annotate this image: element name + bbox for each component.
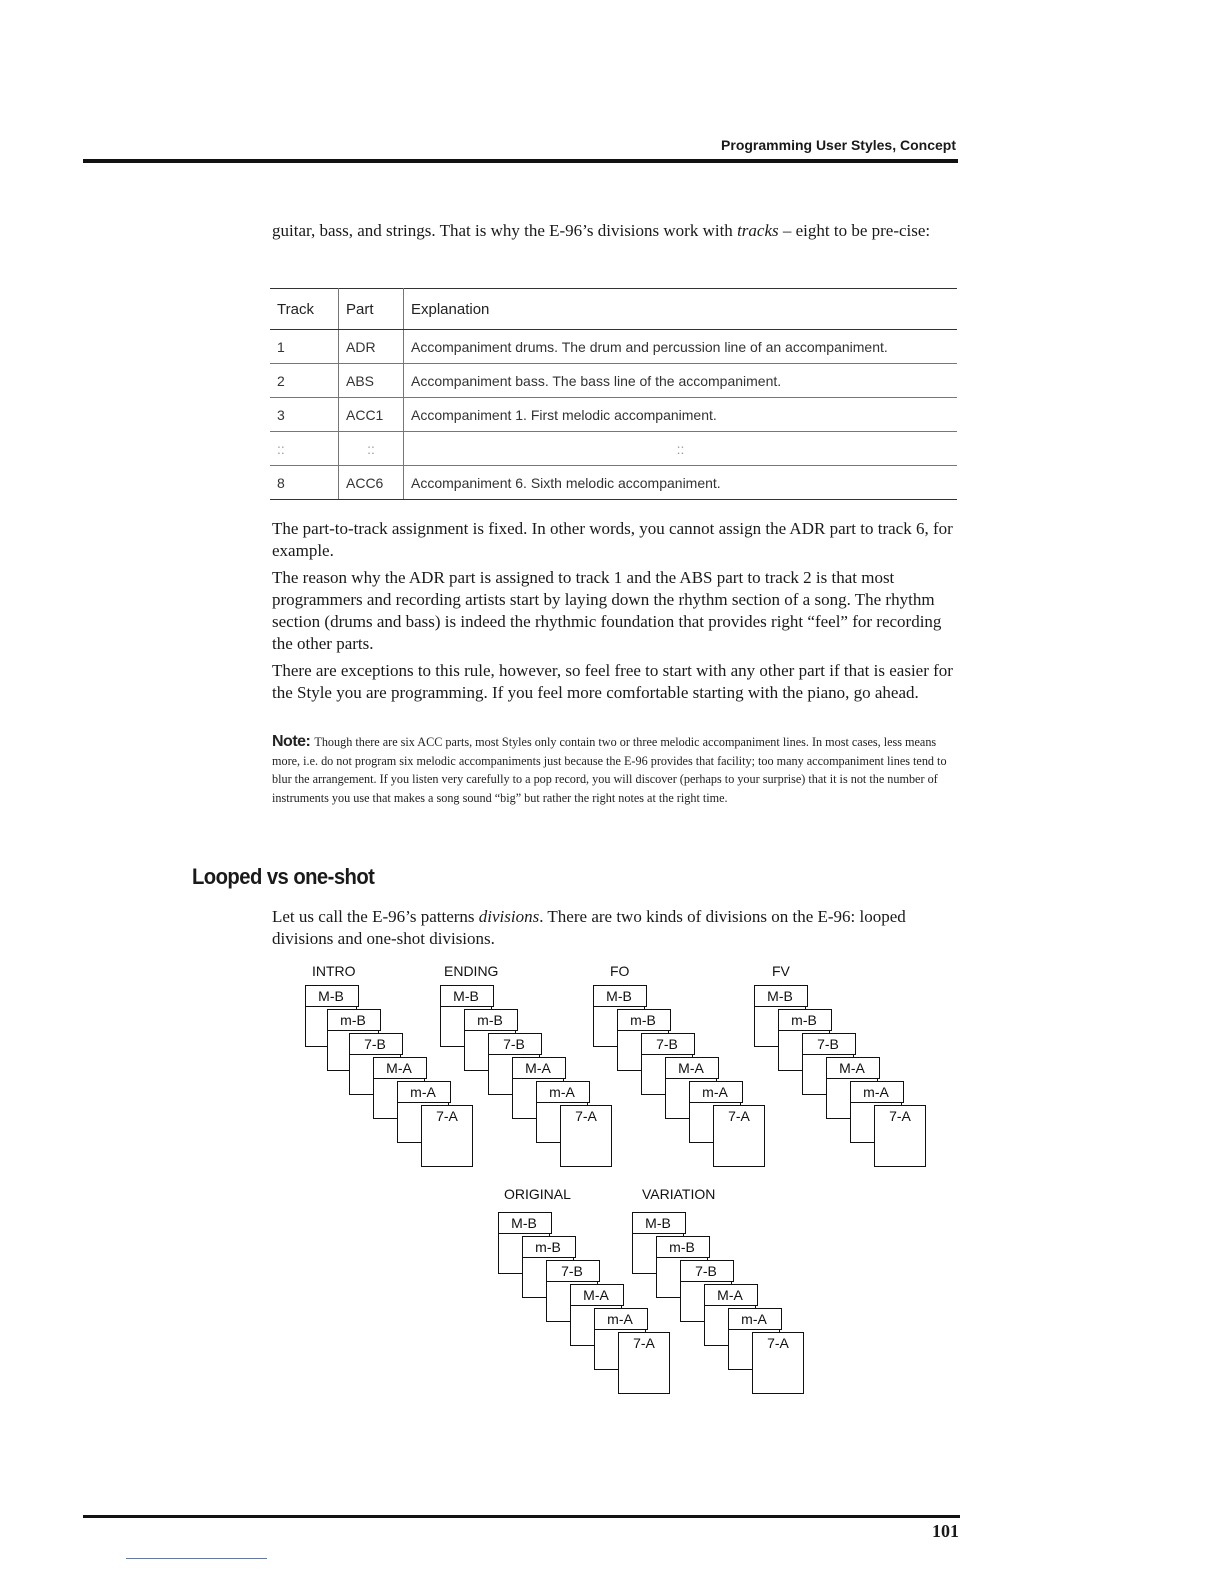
- cell-part: ABS: [339, 364, 404, 398]
- intro-paragraph: guitar, bass, and strings. That is why the E-96’s divisions work with tracks – eight to be pre-cise:: [272, 221, 931, 240]
- division-card: M-B: [754, 985, 806, 1047]
- division-card: M-A: [826, 1057, 878, 1119]
- division-card: m-B: [464, 1009, 516, 1071]
- division-card: 7-B: [802, 1033, 854, 1095]
- division-card: M-A: [665, 1057, 717, 1119]
- division-card: M-B: [305, 985, 357, 1047]
- division-card: m-A: [728, 1308, 780, 1370]
- footer-rule: [83, 1515, 960, 1518]
- header-rule: [83, 159, 958, 163]
- cell-explanation: Accompaniment 1. First melodic accompaniment.: [404, 398, 958, 432]
- division-card: m-A: [689, 1081, 741, 1143]
- cell-track: ::: [270, 432, 339, 466]
- label-fo: FO: [610, 963, 630, 979]
- division-card: 7-A: [618, 1332, 670, 1394]
- table-row: [270, 398, 957, 432]
- division-card: 7-B: [349, 1033, 401, 1095]
- division-card: 7-A: [874, 1105, 926, 1167]
- division-card: M-B: [632, 1212, 684, 1274]
- column-header-track: Track: [270, 289, 339, 330]
- page-number: 101: [932, 1521, 959, 1541]
- cell-part: ADR: [339, 330, 404, 364]
- division-card: m-A: [536, 1081, 588, 1143]
- section-heading: Looped vs one-shot: [192, 864, 375, 889]
- table-row: [270, 364, 957, 398]
- division-card: M-A: [373, 1057, 425, 1119]
- cell-explanation: Accompaniment 6. Sixth melodic accompaniment.: [404, 466, 958, 500]
- section-intro-paragraph: Let us call the E-96’s patterns divisions. There are two kinds of divisions on the E-96: looped divisions and one-shot divisions.: [272, 907, 906, 948]
- label-intro: INTRO: [312, 963, 356, 979]
- label-variation: VARIATION: [642, 1186, 716, 1202]
- division-card: 7-B: [680, 1260, 732, 1322]
- paragraph-fixed-assignment: The part-to-track assignment is fixed. In other words, you cannot assign the ADR part to track 6, for example.: [272, 519, 953, 560]
- division-card: m-B: [617, 1009, 669, 1071]
- track-part-table: [270, 288, 957, 500]
- division-card: 7-A: [752, 1332, 804, 1394]
- column-header-explanation: Explanation: [404, 289, 958, 330]
- division-card: m-B: [656, 1236, 708, 1298]
- division-card: 7-A: [713, 1105, 765, 1167]
- cell-explanation: Accompaniment bass. The bass line of the accompaniment.: [404, 364, 958, 398]
- cell-part: ACC6: [339, 466, 404, 500]
- scan-artifact-line: [126, 1558, 267, 1559]
- paragraph-rhythm-section: The reason why the ADR part is assigned to track 1 and the ABS part to track 2 is that most programmers and recording artists start by laying down the rhythm section of a song. The rhythm section (drums and bass) is indeed the rhythmic foundation that provides right “feel” for recording the other parts.: [272, 568, 942, 653]
- note-label: Note:: [272, 733, 311, 750]
- table-row: [270, 330, 957, 364]
- note-text: Though there are six ACC parts, most Styles only contain two or three melodic accompaniment lines. In most cases, less means more, i.e. do not program six melodic accompaniments just because the E-96 provides that facility; too many accompaniment lines tend to blur the arrangement. If you listen very carefully to a pop record, you will discover (perhaps to your surprise) that it is not the number of instruments you use that makes a song sound “big” but rather the right notes at the right time.: [272, 735, 947, 805]
- table-header-row: [270, 289, 957, 330]
- division-card: M-B: [440, 985, 492, 1047]
- label-ending: ENDING: [444, 963, 499, 979]
- division-card: m-A: [850, 1081, 902, 1143]
- division-card: m-A: [397, 1081, 449, 1143]
- label-original: ORIGINAL: [504, 1186, 571, 1202]
- division-card: 7-B: [546, 1260, 598, 1322]
- division-card: M-A: [704, 1284, 756, 1346]
- division-card: M-B: [593, 985, 645, 1047]
- cell-explanation: ::: [404, 432, 958, 466]
- division-card: 7-A: [560, 1105, 612, 1167]
- cell-part: ACC1: [339, 398, 404, 432]
- cell-track: 2: [270, 364, 339, 398]
- division-card: M-B: [498, 1212, 550, 1274]
- label-fv: FV: [772, 963, 790, 979]
- division-card: 7-A: [421, 1105, 473, 1167]
- division-card: 7-B: [641, 1033, 693, 1095]
- table-row: [270, 466, 957, 500]
- cell-track: 8: [270, 466, 339, 500]
- paragraph-exceptions: There are exceptions to this rule, however, so feel free to start with any other part if that is easier for the Style you are programming. If you feel more comfortable starting with the piano, go ahead.: [272, 661, 953, 702]
- division-card: M-A: [570, 1284, 622, 1346]
- table-row-ellipsis: [270, 432, 957, 466]
- cell-explanation: Accompaniment drums. The drum and percussion line of an accompaniment.: [404, 330, 958, 364]
- cell-track: 1: [270, 330, 339, 364]
- cell-part: ::: [339, 432, 404, 466]
- note-block: [272, 733, 957, 807]
- cell-track: 3: [270, 398, 339, 432]
- division-card: m-B: [522, 1236, 574, 1298]
- column-header-part: Part: [339, 289, 404, 330]
- division-card: m-B: [327, 1009, 379, 1071]
- running-header: Programming User Styles, Concept: [721, 137, 956, 153]
- division-card: m-A: [594, 1308, 646, 1370]
- division-card: 7-B: [488, 1033, 540, 1095]
- division-card: m-B: [778, 1009, 830, 1071]
- division-card: M-A: [512, 1057, 564, 1119]
